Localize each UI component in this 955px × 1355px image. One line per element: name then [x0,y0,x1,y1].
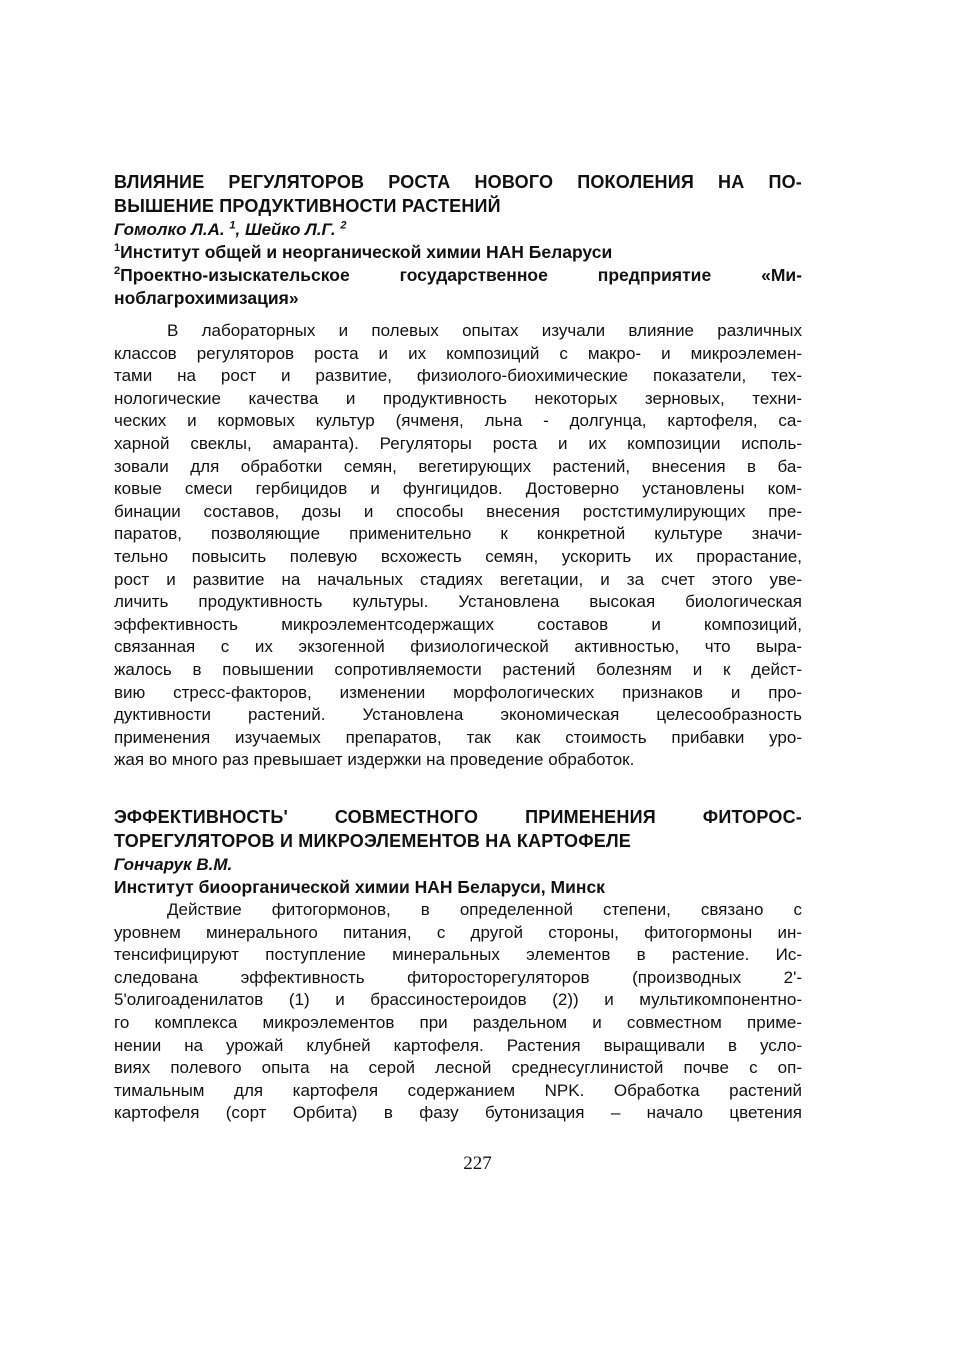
article-2-title [114,805,802,853]
body-line: уровнем минерального питания, с другой стороны, фитогормоны ин- [114,922,802,942]
body-line: дуктивности растений. Установлена экономическая целесообразность [114,705,802,725]
article-1 [114,170,802,772]
body-line: применения изучаемых препаратов, так как стоимость прибавки уро- [114,727,802,747]
body-line: харной свеклы, амаранта). Регуляторы роста и их композиции исполь- [114,433,802,453]
author-name: Гончарук В.М. [114,855,233,874]
page-number: 227 [463,1153,492,1174]
body-line: жалось в повышении сопротивляемости растений болезням и к дейст- [114,659,802,679]
body-line: бинации составов, дозы и способы внесения ростстимулирующих пре- [114,501,802,521]
body-line: следована эффективность фиторосторегуляторов (производных 2'- [114,967,802,987]
affiliation-line: ноблагрохимизация» [114,288,299,308]
body-line: личить продуктивность культуры. Установлена высокая биологическая [114,592,802,612]
article-1-body [114,320,802,772]
body-line: классов регуляторов роста и их композиций с макро- и микроэлемен- [114,343,802,363]
article-2-authors [114,853,802,876]
body-line: тельно повысить полевую всхожесть семян, ускорить их прорастание, [114,546,802,566]
affiliation-mark: 2 [114,265,121,278]
body-line: тимальным для картофеля содержанием NPK. Обработка растений [114,1080,802,1100]
affiliation-line [114,241,802,264]
affiliation-line [114,264,802,287]
body-line: 5'олигоаденилатов (1) и брассиностероидов (2)) и мультикомпонентно- [114,990,802,1010]
article-2-affiliations [114,876,802,899]
author-separator: , [235,220,245,239]
body-line: зовали для обработки семян, вегетирующих растений, внесения в ба- [114,456,802,476]
title-line: ВЫШЕНИЕ ПРОДУКТИВНОСТИ РАСТЕНИЙ [114,196,501,216]
body-line: нении на урожай клубней картофеля. Растения выращивали в усло- [114,1035,802,1055]
title-line: ВЛИЯНИЕ РЕГУЛЯТОРОВ РОСТА НОВОГО ПОКОЛЕНИЯ НА ПО- [114,172,802,192]
article-1-authors [114,218,802,241]
affiliation-text: Проектно-изыскательское государственное предприятие «Ми- [120,265,802,285]
body-line: виях полевого опыта на серой лесной среднесуглинистой почве с оп- [114,1058,802,1078]
body-line: ковые смеси гербицидов и фунгицидов. Достоверно установлены ком- [114,479,802,499]
article-2 [114,805,802,1125]
body-line: связанная с их экзогенной физиологической активностью, что выра- [114,637,802,657]
title-line: ЭФФЕКТИВНОСТЬ' СОВМЕСТНОГО ПРИМЕНЕНИЯ ФИТОРОС- [114,807,802,827]
body-line: эффективность микроэлементсодержащих составов и композиций, [114,614,802,634]
body-line: вию стресс-факторов, изменении морфологических признаков и про- [114,682,802,702]
affiliation-mark: 1 [114,242,121,255]
body-line: паратов, позволяющие применительно к конкретной культуре значи- [114,524,802,544]
author-affiliation-mark: 1 [229,219,236,232]
body-line: тами на рост и развитие, физиолого-биохимические показатели, тех- [114,366,802,386]
article-1-title [114,170,802,218]
author-name: Шейко Л.Г. [244,220,336,239]
affiliation-line: Институт биоорганической химии НАН Беларуси, Минск [114,877,605,897]
author-affiliation-mark: 2 [340,219,347,232]
body-line: го комплекса микроэлементов при раздельном и совместном приме- [114,1012,802,1032]
body-line: Действие фитогормонов, в определенной степени, связано с [167,900,802,919]
title-line: ТОРЕГУЛЯТОРОВ И МИКРОЭЛЕМЕНТОВ НА КАРТОФЕЛЕ [114,831,631,851]
article-1-affiliations [114,241,802,310]
body-line: картофеля (сорт Орбита) в фазу бутонизация – начало цветения [114,1103,802,1123]
author-name: Гомолко Л.А. [114,220,225,239]
body-line: жая во много раз превышает издержки на проведение обработок. [114,750,635,770]
body-line: тенсифицируют поступление минеральных элементов в растение. Ис- [114,945,802,965]
body-line: рост и развитие на начальных стадиях вегетации, и за счет этого уве- [114,569,802,589]
body-line: В лабораторных и полевых опытах изучали влияние различных [167,321,802,340]
body-line: нологические качества и продуктивность некоторых зерновых, техни- [114,388,802,408]
body-line: ческих и кормовых культур (ячменя, льна - долгунца, картофеля, са- [114,411,802,431]
article-2-body [114,899,802,1125]
affiliation-text: Институт общей и неорганической химии НАН Беларуси [120,242,613,262]
